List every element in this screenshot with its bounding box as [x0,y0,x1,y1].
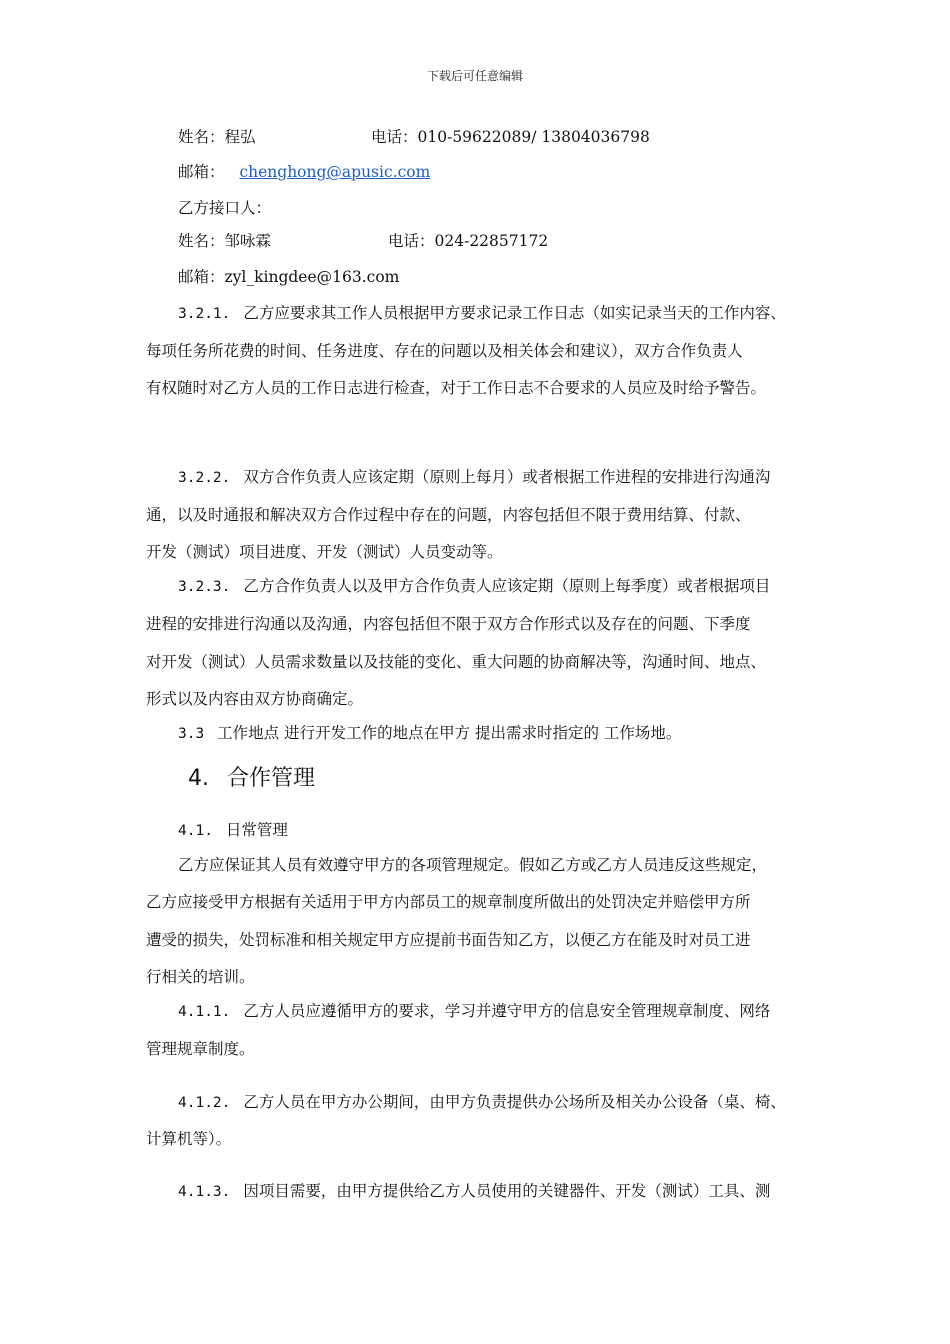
p323-number: 3.2.3. [178,579,231,595]
p321-line2: 每项任务所花费的时间、任务进度、存在的问题以及相关体会和建议），双方合作负责人 [146,342,743,360]
p323-line4: 形式以及内容由双方协商确定。 [146,690,364,708]
section-4-title: 合作管理 [227,766,316,791]
p322-line1 [178,470,770,486]
p41-title: 日常管理 [225,821,288,839]
p321-number: 3.2.1. [178,306,231,322]
p322-line1-text: 双方合作负责人应该定期（原则上每月）或者根据工作进程的安排进行沟通沟 [243,468,771,486]
contact-b-name: 姓名：邹咏霖 [178,232,272,250]
p321-line1 [178,306,786,322]
p323-line2: 进程的安排进行沟通以及沟通，内容包括但不限于双方合作形式以及存在的问题、下季度 [146,615,751,633]
contact-b-email: 邮箱：zyl_kingdee@163.com [178,268,400,286]
p323-line3: 对开发（测试）人员需求数量以及技能的变化、重大问题的协商解决等，沟通时间、地点、 [146,653,767,671]
contact-a-email-label: 邮箱： [178,163,225,181]
p411-number: 4.1.1. [178,1004,231,1020]
p33-number: 3.3 [178,726,205,742]
contact-a-email-link[interactable]: chenghong@apusic.com [239,163,431,181]
p322-number: 3.2.2. [178,470,231,486]
p321-line1-text: 乙方应要求其工作人员根据甲方要求记录工作日志（如实记录当天的工作内容、 [243,304,786,322]
contact-a-name: 姓名：程弘 [178,128,256,146]
p41-number: 4.1. [178,823,213,839]
p322-line3: 开发（测试）项目进度、开发（测试）人员变动等。 [146,543,503,561]
section-4-number: 4. [188,766,209,791]
p412-number: 4.1.2. [178,1095,231,1111]
contact-b-phone: 电话：024-22857172 [388,232,549,250]
p33-text: 工作地点 进行开发工作的地点在甲方 提出需求时指定的 工作场地。 [217,724,682,742]
p412-line2: 计算机等）。 [146,1130,232,1148]
p33-line [178,726,681,742]
contact-a-email-row [178,165,430,181]
p321-line3: 有权随时对乙方人员的工作日志进行检查，对于工作日志不合要求的人员应及时给予警告。 [146,379,767,397]
p411-line2: 管理规章制度。 [146,1040,255,1058]
p412-line1 [178,1095,786,1111]
p411-line1 [178,1004,770,1020]
p413-line1-text: 因项目需要，由甲方提供给乙方人员使用的关键器件、开发（测试）工具、测 [243,1182,771,1200]
p413-number: 4.1.3. [178,1184,231,1200]
p413-line1 [178,1184,770,1200]
p323-line1-text: 乙方合作负责人以及甲方合作负责人应该定期（原则上每季度）或者根据项目 [243,577,771,595]
page-header: 下载后可任意编辑 [426,69,523,83]
p41-heading [178,823,288,839]
p323-line1 [178,579,770,595]
contact-a-phone: 电话：010-59622089/ 13804036798 [371,128,650,146]
section-4-heading [188,768,315,790]
p41-body-line2: 乙方应接受甲方根据有关适用于甲方内部员工的规章制度所做出的处罚决定并赔偿甲方所 [146,893,751,911]
p412-line1-text: 乙方人员在甲方办公期间，由甲方负责提供办公场所及相关办公设备（桌、椅、 [243,1093,786,1111]
p322-line2: 通，以及时通报和解决双方合作过程中存在的问题，内容包括但不限于费用结算、付款、 [146,506,751,524]
p41-body-line1: 乙方应保证其人员有效遵守甲方的各项管理规定。假如乙方或乙方人员违反这些规定， [178,856,768,874]
p411-line1-text: 乙方人员应遵循甲方的要求，学习并遵守甲方的信息安全管理规章制度、网络 [243,1002,771,1020]
p41-body-line3: 遭受的损失，处罚标准和相关规定甲方应提前书面告知乙方，以便乙方在能及时对员工进 [146,931,751,949]
contact-b-title: 乙方接口人： [178,199,272,217]
p41-body-line4: 行相关的培训。 [146,968,255,986]
